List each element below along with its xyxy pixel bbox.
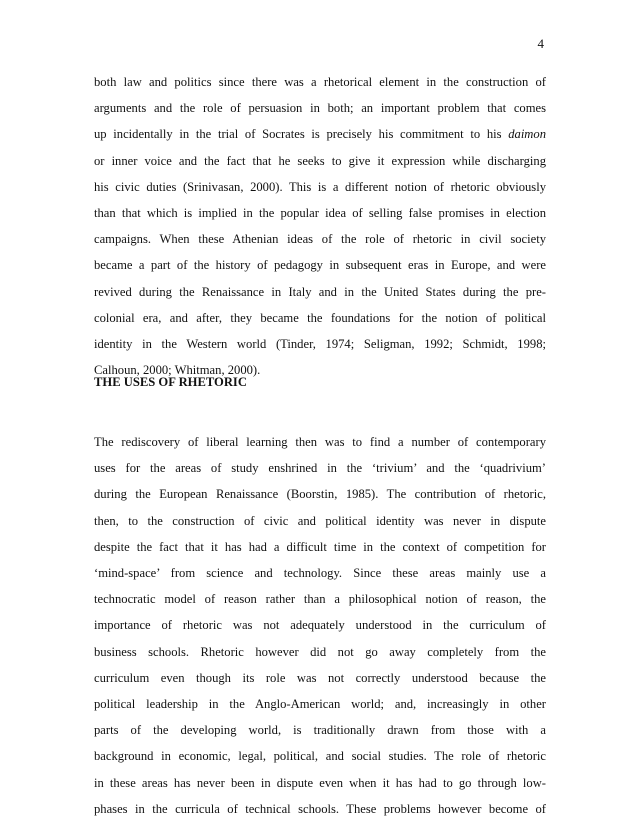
text-line: technocratic model of reason rather than a philosophical notion of reason, the xyxy=(94,592,546,607)
text-line: importance of rhetoric was not adequately understood in the curriculum of xyxy=(94,618,546,633)
text-line: background in economic, legal, political, and social studies. The role of rhetoric xyxy=(94,749,546,764)
section-heading: THE USES OF RHETORIC xyxy=(94,375,247,389)
text-line: than that which is implied in the popular idea of selling false promises in election xyxy=(94,206,546,221)
italic-term: daimon xyxy=(508,127,546,142)
text-line: Calhoun, 2000; Whitman, 2000). xyxy=(94,363,261,378)
text-line: in these areas has never been in dispute even when it has had to go through low- xyxy=(94,775,546,790)
text-line: both law and politics since there was a rhetorical element in the construction of xyxy=(94,75,546,89)
paragraph-1 xyxy=(94,69,546,383)
text-line: business schools. Rhetoric however did not go away completely from the xyxy=(94,644,546,659)
text-line: revived during the Renaissance in Italy and in the United States during the pre- xyxy=(94,284,546,299)
text-line: phases in the curricula of technical schools. These problems however become of xyxy=(94,801,546,816)
text-line: arguments and the role of persuasion in both; an important problem that comes xyxy=(94,101,546,116)
text-line: political leadership in the Anglo-American world; and, increasingly in other xyxy=(94,697,546,712)
text-line: identity in the Western world (Tinder, 1974; Seligman, 1992; Schmidt, 1998; xyxy=(94,337,546,352)
text-line: curriculum even though its role was not correctly understood because the xyxy=(94,670,546,685)
text-line: ‘mind-space’ from science and technology. Since these areas mainly use a xyxy=(94,566,546,581)
text-line xyxy=(94,121,546,147)
text-line: despite the fact that it has had a difficult time in the context of competition for xyxy=(94,539,546,554)
text-line-part: up incidentally in the trial of Socrates is precisely his commitment to his xyxy=(94,127,509,142)
text-line: colonial era, and after, they became the foundations for the notion of political xyxy=(94,310,546,325)
text-line: then, to the construction of civic and political identity was never in dispute xyxy=(94,513,546,528)
text-line: The rediscovery of liberal learning then was to find a number of contemporary xyxy=(94,435,546,449)
page-number: 4 xyxy=(537,36,544,51)
text-line: his civic duties (Srinivasan, 2000). This is a different notion of rhetoric obviously xyxy=(94,179,546,194)
text-line: parts of the developing world, is traditionally drawn from those with a xyxy=(94,723,546,738)
text-line: during the European Renaissance (Boorstin, 1985). The contribution of rhetoric, xyxy=(94,487,546,502)
text-line: became a part of the history of pedagogy in subsequent eras in Europe, and were xyxy=(94,258,546,273)
text-line: or inner voice and the fact that he seeks to give it expression while discharging xyxy=(94,153,546,168)
text-line: uses for the areas of study enshrined in the ‘trivium’ and the ‘quadrivium’ xyxy=(94,461,546,476)
paragraph-2 xyxy=(94,429,546,822)
text-line: campaigns. When these Athenian ideas of the role of rhetoric in civil society xyxy=(94,232,546,247)
